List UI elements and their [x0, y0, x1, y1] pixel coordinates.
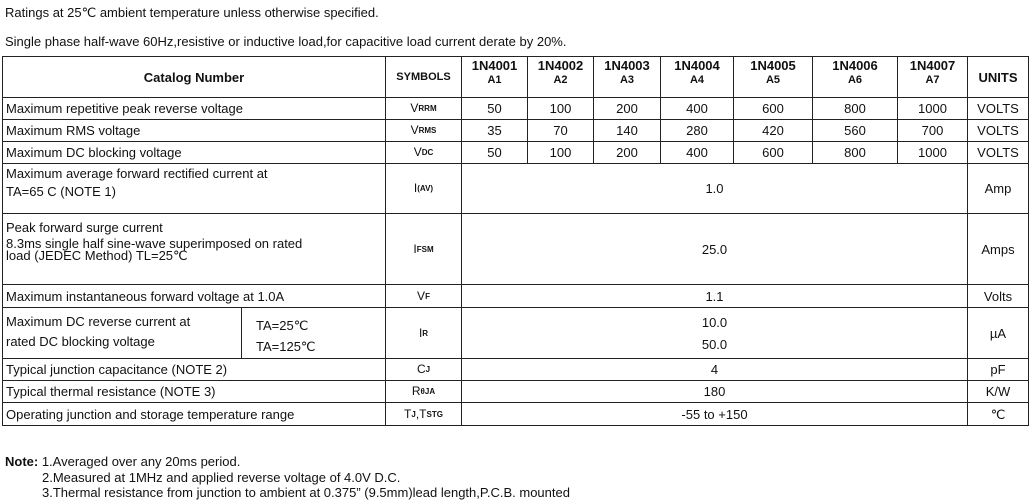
- tj-label: Operating junction and storage temperature range: [2, 402, 386, 426]
- footnote-1: Note: 1.Averaged over any 20ms period.: [5, 454, 241, 469]
- iav-value: 1.0: [461, 163, 968, 214]
- ir-label: Maximum DC reverse current at rated DC blocking voltage: [2, 307, 242, 359]
- vdc-value-1n4004: 400: [660, 141, 734, 164]
- vrrm-value-1n4006: 800: [812, 97, 898, 120]
- part-header-1n4007: 1N4007 A7: [897, 56, 968, 98]
- cj-symbol: C J: [385, 358, 462, 381]
- load-condition-note: Single phase half-wave 60Hz,resistive or inductive load,for capacitive load current derate by 20%.: [5, 34, 567, 49]
- footnotes: [5, 454, 570, 501]
- vf-symbol: V F: [385, 284, 462, 308]
- ir-unit: µA: [967, 307, 1029, 359]
- catalog-number-header: Catalog Number: [2, 56, 386, 98]
- rth-symbol: R θJA: [385, 380, 462, 403]
- vrms-value-1n4007: 700: [897, 119, 968, 142]
- vdc-value-1n4002: 100: [527, 141, 594, 164]
- vdc-value-1n4003: 200: [593, 141, 661, 164]
- footnote-3: 3.Thermal resistance from junction to ambient at 0.375” (9.5mm)lead length,P.C.B. mounted: [42, 485, 570, 500]
- vdc-value-1n4005: 600: [733, 141, 813, 164]
- ifsm-unit: Amps: [967, 213, 1029, 285]
- vf-value: 1.1: [461, 284, 968, 308]
- vdc-symbol: V DC: [385, 141, 462, 164]
- vrms-value-1n4002: 70: [527, 119, 594, 142]
- tj-unit: ℃: [967, 402, 1029, 426]
- symbols-header: SYMBOLS: [385, 56, 462, 98]
- vrms-symbol: V RMS: [385, 119, 462, 142]
- part-header-1n4004: 1N4004 A4: [660, 56, 734, 98]
- part-header-1n4006: 1N4006 A6: [812, 56, 898, 98]
- vdc-label: Maximum DC blocking voltage: [2, 141, 386, 164]
- vf-label: Maximum instantaneous forward voltage at 1.0A: [2, 284, 386, 308]
- vrrm-value-1n4003: 200: [593, 97, 661, 120]
- vrms-value-1n4006: 560: [812, 119, 898, 142]
- vrrm-value-1n4007: 1000: [897, 97, 968, 120]
- rth-label: Typical thermal resistance (NOTE 3): [2, 380, 386, 403]
- vrrm-value-1n4001: 50: [461, 97, 528, 120]
- vrms-unit: VOLTS: [967, 119, 1029, 142]
- iav-unit: Amp: [967, 163, 1029, 214]
- footnote-2: 2.Measured at 1MHz and applied reverse voltage of 4.0V D.C.: [42, 469, 401, 485]
- ir-conditions: TA=25℃ TA=125℃: [241, 307, 386, 359]
- vrms-value-1n4005: 420: [733, 119, 813, 142]
- ir-value-25c: 10.0: [701, 314, 728, 330]
- part-header-1n4001: 1N4001 A1: [461, 56, 528, 98]
- vdc-value-1n4006: 800: [812, 141, 898, 164]
- ir-values: [461, 307, 968, 359]
- tj-value: -55 to +150: [461, 402, 968, 426]
- vrms-value-1n4001: 35: [461, 119, 528, 142]
- part-header-1n4002: 1N4002 A2: [527, 56, 594, 98]
- vdc-value-1n4001: 50: [461, 141, 528, 164]
- tj-symbol: T J ,T STG: [385, 402, 462, 426]
- vrrm-unit: VOLTS: [967, 97, 1029, 120]
- temperature-rating-note: Ratings at 25℃ ambient temperature unless otherwise specified.: [5, 5, 379, 20]
- ifsm-symbol: I FSM: [385, 213, 462, 285]
- cj-value: 4: [461, 358, 968, 381]
- units-header: UNITS: [967, 56, 1029, 98]
- cj-unit: pF: [967, 358, 1029, 381]
- vrrm-value-1n4002: 100: [527, 97, 594, 120]
- vrms-value-1n4004: 280: [660, 119, 734, 142]
- ir-value-125c: 50.0: [701, 336, 728, 352]
- ratings-table: [2, 56, 1029, 432]
- vrrm-symbol: V RRM: [385, 97, 462, 120]
- part-header-1n4005: 1N4005 A5: [733, 56, 813, 98]
- vrrm-value-1n4004: 400: [660, 97, 734, 120]
- rth-value: 180: [461, 380, 968, 403]
- vdc-value-1n4007: 1000: [897, 141, 968, 164]
- vrrm-value-1n4005: 600: [733, 97, 813, 120]
- vf-unit: Volts: [967, 284, 1029, 308]
- ifsm-label: Peak forward surge current 8.3ms single half sine-wave superimposed on rated load (JEDEC Method) TL=25℃: [2, 213, 386, 285]
- iav-label: Maximum average forward rectified current at TA=65 C (NOTE 1): [2, 163, 386, 214]
- iav-symbol: I (AV): [385, 163, 462, 214]
- note-prefix: Note:: [5, 454, 39, 469]
- vdc-unit: VOLTS: [967, 141, 1029, 164]
- ir-symbol: I R: [385, 307, 462, 359]
- vrms-label: Maximum RMS voltage: [2, 119, 386, 142]
- part-header-1n4003: 1N4003 A3: [593, 56, 661, 98]
- vrrm-label: Maximum repetitive peak reverse voltage: [2, 97, 386, 120]
- vrms-value-1n4003: 140: [593, 119, 661, 142]
- rth-unit: K/W: [967, 380, 1029, 403]
- cj-label: Typical junction capacitance (NOTE 2): [2, 358, 386, 381]
- ifsm-value: 25.0: [461, 213, 968, 285]
